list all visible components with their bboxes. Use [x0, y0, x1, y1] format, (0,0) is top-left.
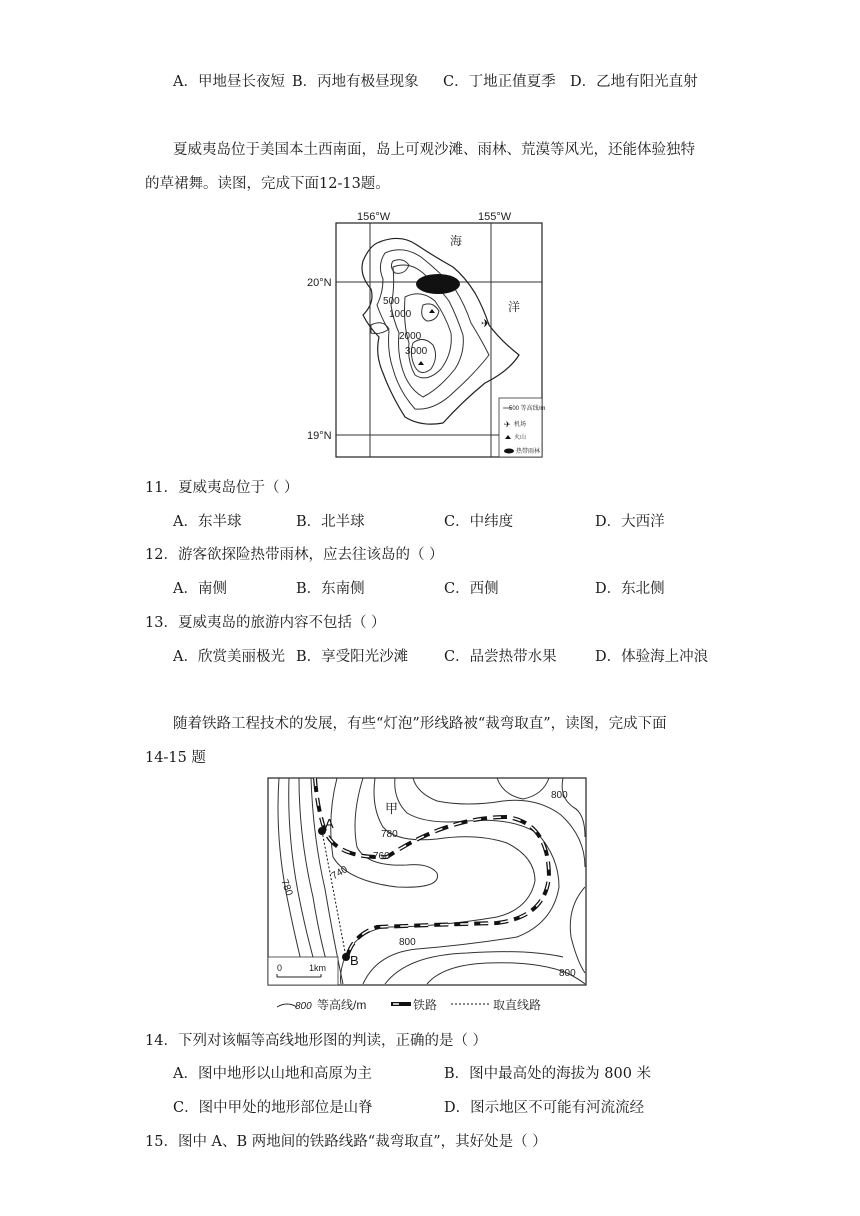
sea-char-1: 海	[450, 234, 463, 248]
legend-straight-label: 取直线路	[493, 998, 542, 1012]
place-jia: 甲	[385, 801, 399, 816]
contour-label-780: 780	[381, 829, 398, 840]
q13-stem: 13．夏威夷岛的旅游内容不包括（ ）	[145, 615, 386, 631]
contour-label-800-bottom: 800	[559, 968, 576, 979]
prev-option-c: C．丁地正值夏季	[443, 74, 556, 90]
q12-option-d[interactable]: D．东北侧	[595, 581, 665, 597]
point-b-marker	[342, 953, 350, 961]
q13-option-d[interactable]: D．体验海上冲浪	[595, 649, 709, 665]
legend-contour: 500 等高线/m	[509, 406, 546, 412]
sea-char-2: 洋	[508, 300, 521, 314]
rainforest-area	[416, 274, 460, 294]
q13-option-c[interactable]: C．品尝热带水果	[444, 649, 557, 665]
q11-option-d[interactable]: D．大西洋	[595, 514, 665, 530]
railway-contour-map	[267, 777, 589, 1017]
lon-label-155: 155°W	[478, 211, 512, 223]
legend-contour-label: 等高线/m	[317, 998, 367, 1012]
contour-label-760: 760	[373, 851, 390, 862]
q13-option-b[interactable]: B．享受阳光沙滩	[296, 649, 409, 665]
legend-contour-sample	[277, 1004, 297, 1007]
contour-label-3000: 3000	[405, 346, 428, 357]
legend-volcano: 火山	[514, 435, 527, 441]
q11-option-c[interactable]: C．中纬度	[444, 514, 514, 530]
hawaii-intro-line1: 夏威夷岛位于美国本土西南面，岛上可观沙滩、雨林、荒漠等风光，还能体验独特	[173, 142, 695, 158]
q14-option-d[interactable]: D．图示地区不可能有河流流经	[444, 1100, 645, 1116]
q14-stem: 14．下列对该幅等高线地形图的判读，正确的是（ ）	[145, 1033, 488, 1049]
lat-label-19: 19°N	[307, 430, 332, 442]
contour-label-800-top: 800	[551, 790, 568, 801]
lon-label-156: 156°W	[357, 211, 391, 223]
q11-stem: 11．夏威夷岛位于（ ）	[145, 480, 299, 496]
airport-icon: ✈	[481, 318, 491, 330]
legend-rainforest: 热带雨林	[516, 449, 541, 455]
contour-label-800-mid: 800	[399, 937, 416, 948]
legend-airport-icon: ✈	[504, 420, 511, 429]
hawaii-intro-line2: 的草裙舞。读图，完成下面12-13题。	[145, 176, 390, 192]
q14-option-b[interactable]: B．图中最高处的海拔为 800 米	[444, 1066, 652, 1082]
scale-unit: 1km	[309, 963, 327, 973]
q13-option-a[interactable]: A．欣赏美丽极光	[173, 649, 285, 665]
q11-option-a[interactable]: A．东半球	[173, 514, 242, 530]
q12-option-c[interactable]: C．西侧	[444, 581, 499, 597]
point-b-label: B	[350, 953, 359, 968]
contour-label-780-left: 780	[278, 877, 295, 898]
rail-intro-line1: 随着铁路工程技术的发展，有些“灯泡”形线路被“裁弯取直”，读图，完成下面	[173, 716, 667, 732]
legend-airport: 机场	[514, 422, 527, 428]
prev-option-d: D．乙地有阳光直射	[570, 74, 698, 90]
q12-option-b[interactable]: B．东南侧	[296, 581, 365, 597]
q14-option-a[interactable]: A．图中地形以山地和高原为主	[173, 1066, 372, 1082]
scale-zero: 0	[277, 963, 283, 973]
legend-rainforest-icon	[504, 449, 514, 454]
contour-label-2000: 2000	[399, 331, 422, 342]
q11-option-b[interactable]: B．北半球	[296, 514, 365, 530]
q12-option-a[interactable]: A．南侧	[173, 581, 227, 597]
point-a-label: A	[325, 816, 334, 831]
contour-label-740: 740	[329, 864, 350, 883]
contour-label-1000: 1000	[389, 309, 412, 320]
prev-option-a: A．甲地昼长夜短	[173, 74, 285, 90]
lat-label-20: 20°N	[307, 277, 332, 289]
q15-stem: 15．图中 A、B 两地间的铁路线路“裁弯取直”，其好处是（ ）	[145, 1134, 547, 1150]
legend-railway-label: 铁路	[413, 998, 438, 1012]
rail-intro-line2: 14-15 题	[145, 750, 206, 766]
hawaii-contour-map	[305, 205, 555, 461]
legend-contour-value: 800	[295, 1001, 312, 1012]
contour-label-500: 500	[383, 296, 400, 307]
q14-option-c[interactable]: C．图中甲处的地形部位是山脊	[173, 1100, 373, 1116]
q12-stem: 12．游客欲探险热带雨林，应去往该岛的（ ）	[145, 547, 444, 563]
prev-option-b: B．丙地有极昼现象	[292, 74, 419, 90]
